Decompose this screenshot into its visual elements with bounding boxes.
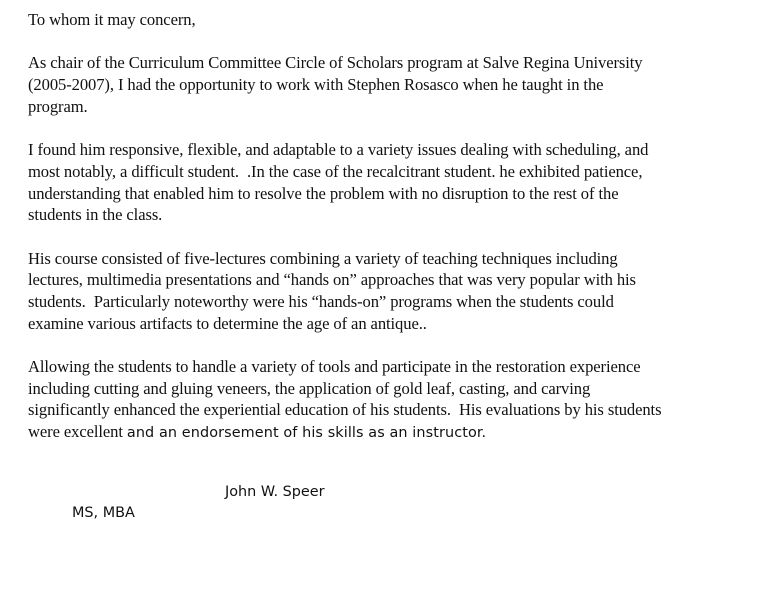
text-line: including cutting and gluing veneers, the application of gold leaf, casting, and carving bbox=[28, 378, 591, 398]
salutation: To whom it may concern, bbox=[28, 10, 196, 29]
signature-credentials: MS, MBA bbox=[72, 505, 135, 521]
text-line: (2005-2007), I had the opportunity to work with Stephen Rosasco when he taught in the bbox=[28, 75, 604, 95]
text-line: His course consisted of five-lectures combining a variety of teaching techniques including bbox=[28, 248, 618, 268]
text-line: students. Particularly noteworthy were his “hands-on” programs when the students could bbox=[28, 291, 614, 311]
text-line-mixed bbox=[28, 421, 773, 443]
text-line: significantly enhanced the experiential education of his students. His evaluations by his students bbox=[28, 400, 662, 420]
text-line: As chair of the Curriculum Committee Circle of Scholars program at Salve Regina University bbox=[28, 53, 643, 73]
text-line: understanding that enabled him to resolve the problem with no disruption to the rest of the bbox=[28, 183, 619, 203]
text-line: Allowing the students to handle a variety of tools and participate in the restoration experience bbox=[28, 357, 641, 376]
text-line: I found him responsive, flexible, and adaptable to a variety issues dealing with scheduling, and bbox=[28, 140, 649, 160]
paragraph-gap bbox=[28, 31, 773, 53]
paragraph-gap bbox=[28, 226, 773, 248]
text-line: examine various artifacts to determine the age of an antique.. bbox=[28, 313, 427, 333]
text-sans-part: and an endorsement of his skills as an instructor. bbox=[126, 425, 487, 442]
text-line: students in the class. bbox=[28, 205, 163, 225]
paragraph-gap bbox=[28, 334, 773, 356]
paragraph-restoration bbox=[28, 356, 773, 443]
text-serif-part: were excellent bbox=[28, 422, 127, 442]
paragraph-gap bbox=[28, 117, 773, 139]
paragraph-chair-role bbox=[28, 52, 773, 117]
paragraph-responsiveness bbox=[28, 139, 773, 226]
text-line: lectures, multimedia presentations and “hands on” approaches that was very popular with his bbox=[28, 270, 636, 290]
text-line: program. bbox=[28, 96, 88, 116]
text-line: most notably, a difficult student. .In the case of the recalcitrant student. he exhibited patience, bbox=[28, 161, 643, 181]
paragraph-course bbox=[28, 248, 773, 335]
letter-body bbox=[28, 9, 773, 443]
signature-name: John W. Speer bbox=[225, 484, 325, 500]
